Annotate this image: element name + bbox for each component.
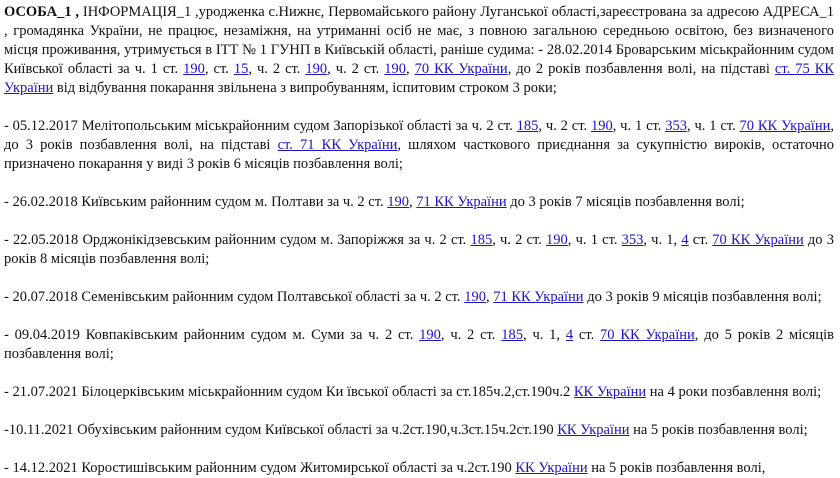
law-article-link[interactable]: 190 xyxy=(387,194,409,210)
law-article-link[interactable]: 353 xyxy=(621,232,644,248)
law-article-link[interactable]: ст. 71 КК України xyxy=(277,137,398,153)
paragraph-text: - 22.05.2018 Орджонікідзевським районним судом м. Запоріжжя за ч. 2 ст. xyxy=(4,232,471,248)
law-article-link[interactable]: КК України xyxy=(557,422,630,438)
law-article-link[interactable]: 71 КК України xyxy=(416,194,507,210)
conviction-entry-paragraph xyxy=(4,193,834,212)
paragraph-text: - 14.12.2021 Коростишівським районним судом Житомирської області за ч.2ст.190 xyxy=(4,460,516,476)
law-article-link[interactable]: 190 xyxy=(384,61,406,77)
paragraph-text: на 4 роки позбавлення волі; xyxy=(646,384,822,400)
law-article-link[interactable]: 70 КК України xyxy=(414,61,508,77)
paragraph-text: , до 3 років позбавлення волі, на підставі xyxy=(4,118,834,153)
law-article-link[interactable]: 4 xyxy=(681,232,689,248)
paragraph-text: , xyxy=(408,194,417,210)
paragraph-text: - 21.07.2021 Білоцерківським міськрайонним судом Ки ївської області за ст.185ч.2,ст.190ч.2 xyxy=(4,384,574,400)
law-article-link[interactable]: 185 xyxy=(470,232,493,248)
law-article-link[interactable]: 185 xyxy=(501,327,523,343)
paragraph-text: від відбування покарання звільнена з випробуванням, іспитовим строком 3 роки; xyxy=(53,80,557,96)
law-article-link[interactable]: 190 xyxy=(590,118,613,134)
paragraph-text: , до 2 років позбавлення волі, на підставі xyxy=(507,61,775,77)
person-name-label: ОСОБА_1 , xyxy=(4,4,80,20)
paragraph-text: , xyxy=(405,61,415,77)
paragraph-text: -10.11.2021 Обухівським районним судом Київської області за ч.2ст.190,ч.3ст.15ч.2ст.190 xyxy=(4,422,558,438)
paragraph-text: , ч. 1 ст. xyxy=(567,232,622,248)
paragraph-text: , до 5 років 2 місяців позбавлення волі; xyxy=(4,327,834,362)
paragraph-text: до 3 років 8 місяців позбавлення волі; xyxy=(4,232,834,267)
paragraph-text: - 05.12.2017 Мелітопольським міськрайонним судом Запорізької області за ч. 2 ст. xyxy=(4,118,517,134)
defendant-info-paragraph xyxy=(4,3,834,98)
law-article-link[interactable]: 190 xyxy=(464,289,486,305)
law-article-link[interactable]: 70 КК України xyxy=(739,118,831,134)
paragraph-text: на 5 років позбавлення волі; xyxy=(629,422,808,438)
paragraph-text: на 5 років позбавлення волі, xyxy=(587,460,766,476)
paragraph-text: , ч. 1 ст. xyxy=(612,118,666,134)
paragraph-text: ІНФОРМАЦІЯ_1 ,уродженка с.Нижнє, Первомайського району Луганської області,зареєстрована за адресою АДРЕСА_1 , громадянка України, не працює, незаміжня, на утриманні осіб не має, з повною загальною середньою освітою, без визначеного місця проживання, утримується в ІТТ № 1 ГУНП в Київській області, раніше судима: - 28.02.2014 Броварським міськрайонним судом Київської області за ч. 1 ст. xyxy=(4,4,835,77)
conviction-entry-paragraph xyxy=(4,421,834,440)
paragraph-text: , ч. 1, xyxy=(643,232,682,248)
law-article-link[interactable]: 190 xyxy=(305,61,328,77)
paragraph-text: , xyxy=(485,289,494,305)
paragraph-text: , ч. 2 ст. xyxy=(327,61,385,77)
paragraph-text: ст. xyxy=(688,232,713,248)
law-article-link[interactable]: 190 xyxy=(183,61,205,77)
law-article-link[interactable]: 190 xyxy=(419,327,441,343)
law-article-link[interactable]: 4 xyxy=(565,327,574,343)
paragraph-text: - 20.07.2018 Семенівським районним судом Полтавської області за ч. 2 ст. xyxy=(4,289,465,305)
paragraph-text: , шляхом часткового приєднання за сукупністю вироків, остаточно призначено покарання у виді 3 років 6 місяців позбавлення волі; xyxy=(4,137,834,172)
paragraph-text: - 09.04.2019 Ковпаківським районним судом м. Суми за ч. 2 ст. xyxy=(4,327,420,343)
law-article-link[interactable]: 190 xyxy=(546,232,568,248)
law-article-link[interactable]: 70 КК України xyxy=(712,232,804,248)
law-article-link[interactable]: 15 xyxy=(233,61,249,77)
paragraph-text: , ч. 2 ст. xyxy=(492,232,547,248)
law-article-link[interactable]: ст. 75 КК України xyxy=(4,61,835,96)
paragraph-text: до 3 років 9 місяців позбавлення волі; xyxy=(583,289,822,305)
paragraph-text: , ст. xyxy=(204,61,234,77)
law-article-link[interactable]: КК України xyxy=(515,460,588,476)
conviction-entry-paragraph xyxy=(4,326,834,364)
law-article-link[interactable]: 185 xyxy=(516,118,539,134)
conviction-entry-paragraph xyxy=(4,459,834,478)
paragraph-text: , ч. 1 ст. xyxy=(686,118,740,134)
paragraph-text: , ч. 2 ст. xyxy=(248,61,306,77)
conviction-entry-paragraph xyxy=(4,383,834,402)
paragraph-text: до 3 років 7 місяців позбавлення волі; xyxy=(506,194,745,210)
paragraph-text: , ч. 2 ст. xyxy=(538,118,591,134)
paragraph-text: - 26.02.2018 Київським районним судом м. Полтави за ч. 2 ст. xyxy=(4,194,388,210)
conviction-entry-paragraph xyxy=(4,117,834,174)
conviction-entry-paragraph xyxy=(4,288,834,307)
law-article-link[interactable]: 71 КК України xyxy=(493,289,584,305)
law-article-link[interactable]: 70 КК України xyxy=(600,327,695,343)
conviction-entry-paragraph xyxy=(4,231,834,269)
law-article-link[interactable]: КК України xyxy=(573,384,647,400)
paragraph-text: , ч. 1, xyxy=(523,327,566,343)
paragraph-text: , ч. 2 ст. xyxy=(440,327,502,343)
paragraph-text: ст. xyxy=(573,327,601,343)
law-article-link[interactable]: 353 xyxy=(665,118,687,134)
